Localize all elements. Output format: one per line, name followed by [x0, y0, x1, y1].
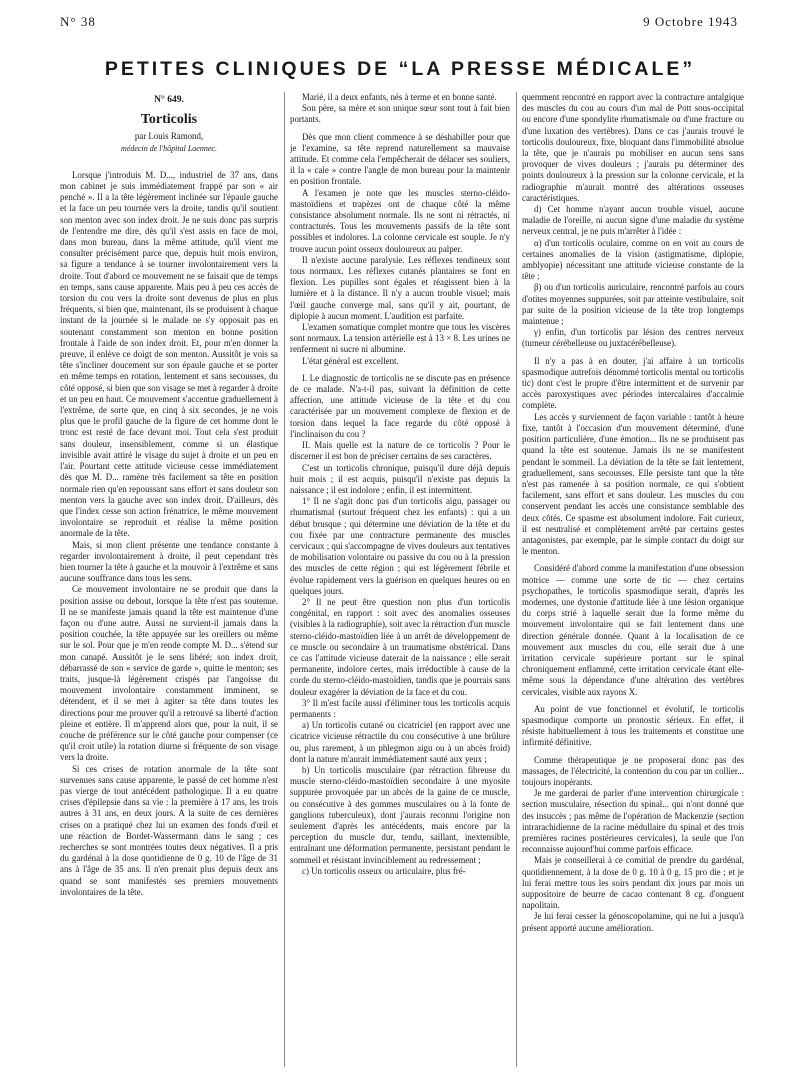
paragraph: 3° Il m'est facile aussi d'éliminer tous les torticolis acquis permanents :: [290, 697, 510, 719]
paragraph: 2° Il ne peut être question non plus d'un torticolis congénital, en rapport : soit avec des anomalies osseuses (visibles à la radiographie), soit avec la rétraction d'un muscle sterno-cléido-mastoïdien liée à un arrêt de développement de ce muscle ou secondaire à un traumatisme obstétrical. Dans ce cas l'attitude vicieuse daterait de la naissance ; elle serait permanente, indolore certes, mais irréductible à cause de la corde du sterno-cléido-mastoïdien, tandis que je pourrais sans douleur exagérer la déviation de la face et du cou.: [290, 596, 510, 697]
paragraph: b) Un torticolis musculaire (par rétraction fibreuse du muscle sterno-cléido-mastoïdien secondaire à une myosite suppurée provoquée par un abcès de la gaine de ce muscle, ou consécutive à des gommes musculaires ou à la fonte de ganglions tuberculeux), dont j'aurais reconnu l'origine non seulement d'après les antécédents, mais encore par la perception du muscle dur, tendu, saillant, inextensible, entraînant une déformation permanente, persistant pendant le sommeil et résistant invinciblement au redressement ;: [290, 764, 510, 865]
paragraph: Il n'existe aucune paralysie. Les réflexes tendineux sont tous normaux. Les réflexes cutanés plantaires se font en flexion. Les pupilles sont égales et réagissent bien à la lumière et à la distance. Il n'y a aucun trouble visuel; mais l'œil gauche converge mal, sans qu'il y ait, pourtant, de diplopie à aucun moment. L'audition est parfaite.: [290, 254, 510, 321]
article-byline: par Louis Ramond,: [134, 131, 204, 142]
paragraph: Considéré d'abord comme la manifestation d'une obsession motrice — comme une sorte de tic — chez certains psychopathes, le torticolis spasmodique serait, d'après les modernes, une dystonie d'attitude liée à une lésion organique du corps strié à laquelle serait due la forme même du mouvement involontaire qui se fait lentement dans une direction générale donnée. Quant à la localisation de ce mouvement aux muscles du cou, elle serait due à une irritation cervicale supérieure portant sur le spinal chroniquement enflammé, cette irritation cervicale étant elle-même sous la dépendance d'une altération des vertèbres cervicales, visible aux rayons X.: [522, 563, 744, 697]
paragraph: II. Mais quelle est la nature de ce torticolis ? Pour le discerner il est bon de préciser certains de ses caractères.: [290, 440, 510, 462]
paragraph: d) Cet homme n'ayant aucun trouble visuel, aucune maladie de l'oreille, ni aucun signe d'une maladie du système nerveux central, je ne puis m'arrêter à l'idée :: [522, 204, 744, 237]
issue-number: N° 38: [60, 14, 96, 29]
author-affiliation: médecin de l'hôpital Laennec.: [121, 143, 217, 153]
paragraph: A l'examen je note que les muscles sterno-cléido-mastoïdiens et trapèzes ont de chaque côté la même consistance absolument normale. Ils ne sont ni rétractés, ni contracturés. Tous les mouvements passifs de la tête sont possibles et indolores. La colonne cervicale est souple. Je n'y trouve aucun point osseux douloureux au palper.: [290, 187, 510, 254]
paragraph: Au point de vue fonctionnel et évolutif, le torticolis spasmodique comporte un pronostic sérieux. En effet, il résiste habituellement à tous les traitements et constitue une infirmité définitive.: [522, 703, 744, 748]
issue-date: 9 Octobre 1943: [643, 14, 738, 29]
paragraph: α) d'un torticolis oculaire, comme on en voit au cours de certaines anomalies de la vision (astigmatisme, diplopie, amblyopie) nécessitant une attitude vicieuse constante de la tête ;: [522, 237, 744, 282]
paragraph: L'état général est excellent.: [302, 355, 399, 366]
paragraph: Marié, il a deux enfants, nés à terme et en bonne santé.: [302, 92, 497, 102]
paragraph: L'examen somatique complet montre que tous les viscères sont normaux. La tension artérielle est à 13 × 8. Les urines ne renferment ni sucre ni albumine.: [290, 322, 510, 355]
paragraph: 1° Il ne s'agit donc pas d'un torticolis aigu, passager ou rhumatismal (surtout fréquent chez les enfants) : qui a un début brusque ; qui détermine une déviation de la tête et du cou fixée par une contracture permanente des muscles cervicaux ; qui s'accompagne de vives douleurs aux tentatives de mobilisation volontaire ou passive du cou ou à la pression des muscles de cette région ; qui est légèrement fébrile et évolue rapidement vers la guérison en quelques heures ou en quelques jours.: [290, 496, 510, 596]
paragraph: Ce mouvement involontaire ne se produit que dans la position assise ou debout, lorsque la tête n'est pas soutenue. Il ne se manifeste jamais quand la tête est maintenue d'une façon ou d'une autre. Aussi ne survient-il jamais dans la position couchée, la tête appuyée sur les oreillers ou même sur le sol. Pour que je m'en rende compte M. D... s'étend sur mon canapé. Aussitôt je le sens libéré; son index droit, débarrassé de son « service de garde », quitte le menton; ses traits, jusque-là légèrement crispés par l'angoisse du mouvement involontaire constamment imminent, se détendent, et il se met à agiter sa tête dans toutes les directions pour me prouver qu'il a retrouvé sa liberté d'action pleine et entière. Il m'apprend alors que, pour la nuit, il se couche de préférence sur le côté gauche pour compenser (ce qu'il croit utile) la rotation diurne si fréquente de son visage vers la droite.: [60, 584, 278, 763]
paragraph: a) Un torticolis cutané ou cicatriciel (en rapport avec une cicatrice vicieuse rétractile du cou consécutive à une brûlure ou, plus rarement, à un phlegmon aigu ou à un abcès froid) dont la nature m'aurait immédiatement sauté aux yeux ;: [290, 720, 510, 764]
column-1: [60, 92, 278, 1067]
paragraph: C'est un torticolis chronique, puisqu'il dure déjà depuis huit mois ; il est acquis, puisqu'il n'existe pas depuis la naissance ; il est indolore ; enfin, il est intermittent.: [290, 462, 510, 495]
paragraph: β) ou d'un torticolis auriculaire, rencontré parfois au cours d'otites moyennes suppurées, soit par atteinte vestibulaire, soit par suite de la position vicieuse de la tête trop longtemps maintenue ;: [522, 282, 744, 327]
paragraph: Son père, sa mère et son unique sœur sont tout à fait bien portants.: [290, 103, 510, 125]
paragraph: γ) enfin, d'un torticolis par lésion des centres nerveux (tumeur cérébelleuse ou juxtacérébelleuse).: [522, 327, 744, 349]
paragraph: Je me garderai de parler d'une intervention chirurgicale : section musculaire, résection du spinal... qui n'ont donné que des insuccès ; pas même de l'opération de Mackenzie (section intrarachidienne de la racine médullaire du spinal et des trois premières racines postérieures cervicales), la seule que l'on reconnaisse aujourd'hui comme parfois efficace.: [522, 788, 744, 855]
masthead: PETITES CLINIQUES DE “LA PRESSE MÉDICALE”: [104, 58, 696, 80]
paragraph: c) Un torticolis osseux ou articulaire, plus fré-: [302, 865, 466, 876]
column-3: [522, 92, 744, 1067]
column-divider: [284, 92, 285, 1067]
paragraph: Il n'y a pas à en douter, j'ai affaire à un torticolis spasmodique autrefois dénommé torticolis mental ou torticolis tic) dont c'est le propre d'être intermittent et de survenir par accès paroxystiques avec périodes intercalaires d'accalmie complète.: [522, 355, 744, 411]
column-2: [290, 92, 510, 1067]
paragraph: Mais, si mon client présente une tendance constante à regarder involontairement à droite, il peut cependant très bien tourner la tête à gauche et la mouvoir à l'extrême et sans aucune souffrance dans tous les sens.: [60, 539, 278, 584]
paragraph: Dès que mon client commence à se déshabiller pour que je l'examine, sa tête reprend naturellement sa mauvaise attitude. Et comme cela l'empêcherait de délacer ses souliers, il la « cale » contre l'angle de mon bureau pour la maintenir en position frontale.: [290, 131, 510, 187]
paragraph: Mais je conseillerai à ce comitial de prendre du gardénal, quotidiennement, à la dose de 0 g. 10 à 0 g. 15 pro die ; et je lui ferai mettre tous les soirs pendant dix jours par mois un suppositoire de beurre de cacao contenant 8 cg. d'onguent napolitain.: [522, 855, 744, 911]
paragraph: Les accès y surviennent de façon variable : tantôt à heure fixe, tantôt à l'occasion d'un mouvement déterminé, d'une position particulière, d'une émotion... Ils ne se produisent pas quand la tête est soutenue. Jamais ils ne se manifestent pendant le sommeil. La déviation de la tête se fait lentement, graduellement, sans secousses. Elle persiste tant que la tête n'est pas ramenée à sa position normale, ce qui s'obtient facilement, sans effort et sans douleur. Les muscles du cou conservent pendant les accès une consistance semblable des deux côtés. Ce spasme est absolument indolore. Fait curieux, il est neutralisé et complètement arrêté par certains gestes antagonistes, par exemple, par le simple contact du doigt sur le menton.: [522, 411, 744, 557]
paragraph: Lorsque j'introduis M. D..., industriel de 37 ans, dans mon cabinet je suis immédiatement frappé par son « air penché ». Il a la tête légèrement inclinée sur l'épaule gauche et la face un peu tournée vers la droite, tandis qu'il soutient son menton avec son index droit. Je ne suis donc pas surpris de l'entendre me dire, dès qu'il s'est assis en face de moi, dans mon bureau, dans la même attitude, qu'il vient me consulter précisément parce que, depuis huit mois environ, sa figure a tendance à se tourner involontairement vers la droite. Tout d'abord ce mouvement ne se faisait que de temps en temps, sans cause apparente. Mais peu à peu ces accès de torsion du cou vers la droite sont devenus de plus en plus fréquents, si bien que, maintenant, ils se produisent à chaque instant de la journée si le malade ne s'y opposait pas en soutenant constamment son menton en bonne position frontale à l'aide de son index droit. Et, pour m'en donner la preuve, il enlève ce doigt de son menton. Aussitôt je vois sa tête s'incliner doucement sur son épaule gauche et se porter en même temps en rotation, lentement et sans secousses, du côté opposé, si bien que son visage se met à regarder à droite et un peu en haut. Ce mouvement s'accentue graduellement à l'extrême, de sorte que, en cinq à six secondes, je ne vois plus que le profil gauche de la figure de cet homme dont le tronc est resté de face devant moi. Tout cela s'est produit sans douleur, insensiblement, comme si un élastique invisible avait attiré le visage du sujet à droite et un peu en l'air. Pourtant cette attitude vicieuse cesse immédiatement dès que M. D... ramène très facilement sa tête en position normale rien qu'en repoussant sans effort et sans douleur son menton vers la gauche avec son index droit. D'ailleurs, dès que l'index cesse son action frénatrice, le même mouvement involontaire se reproduit et réalise la même position anormale de la tête.: [60, 169, 278, 539]
column-divider: [516, 92, 517, 1067]
paragraph: Si ces crises de rotation anormale de la tête sont survenues sans cause apparente, le passé de cet homme n'est pas vierge de tout antécédent pathologique. Il a eu quatre crises d'épilepsie dans sa vie : la première à 17 ans, les trois autres à 31 ans, en deux jours. A la suite de ces dernières crises on a pratiqué chez lui un examen des fonds d'œil et une réaction de Bordet-Wassermann dans le sang ; ces recherches se sont montrées toutes deux négatives. Il a pris du gardénal à la dose quotidienne de 0 g. 10 de l'âge de 31 ans à l'âge de 35 ans. Il n'en prenait plus depuis deux ans quand se sont manifestés ses premiers mouvements involontaires de la tête.: [60, 763, 278, 897]
paragraph: Comme thérapeutique je ne proposerai donc pas des massages, de l'électricité, la contention du cou par un collier... toujours inopérants.: [522, 754, 744, 787]
paragraph: I. Le diagnostic de torticolis ne se discute pas en présence de ce malade. N'a-t-il pas, suivant la définition de cette affection, une attitude vicieuse de la tête et du cou caractérisée par un mouvement complexe de flexion et de torsion dans lequel la face regarde du côté opposé à l'inclinaison du cou ?: [290, 372, 510, 439]
article-title: Torticolis: [140, 112, 198, 128]
paragraph: quemment rencontré en rapport avec la contracture antalgique des muscles du cou au cours d'un mal de Pott sous-occipital ou encore d'une spondylite rhumatismale ou d'une fracture ou d'une luxation des vertèbres). Dans ce cas j'aurais trouvé le torticolis douloureux, fixe, bloquant dans l'immobilité absolue la tête, que je n'aurais pu mobiliser en aucun sens sans provoquer de vives douleurs ; j'aurais pu déterminer des points douloureux à la pression sur la colonne cervicale, et la radiographie m'aurait montré des altérations osseuses caractéristiques.: [522, 92, 744, 203]
article-number: N° 649.: [154, 95, 184, 105]
paragraph: Je lui ferai cesser la génoscopolamine, qui ne lui a jusqu'à présent apporté aucune amélioration.: [522, 911, 744, 933]
